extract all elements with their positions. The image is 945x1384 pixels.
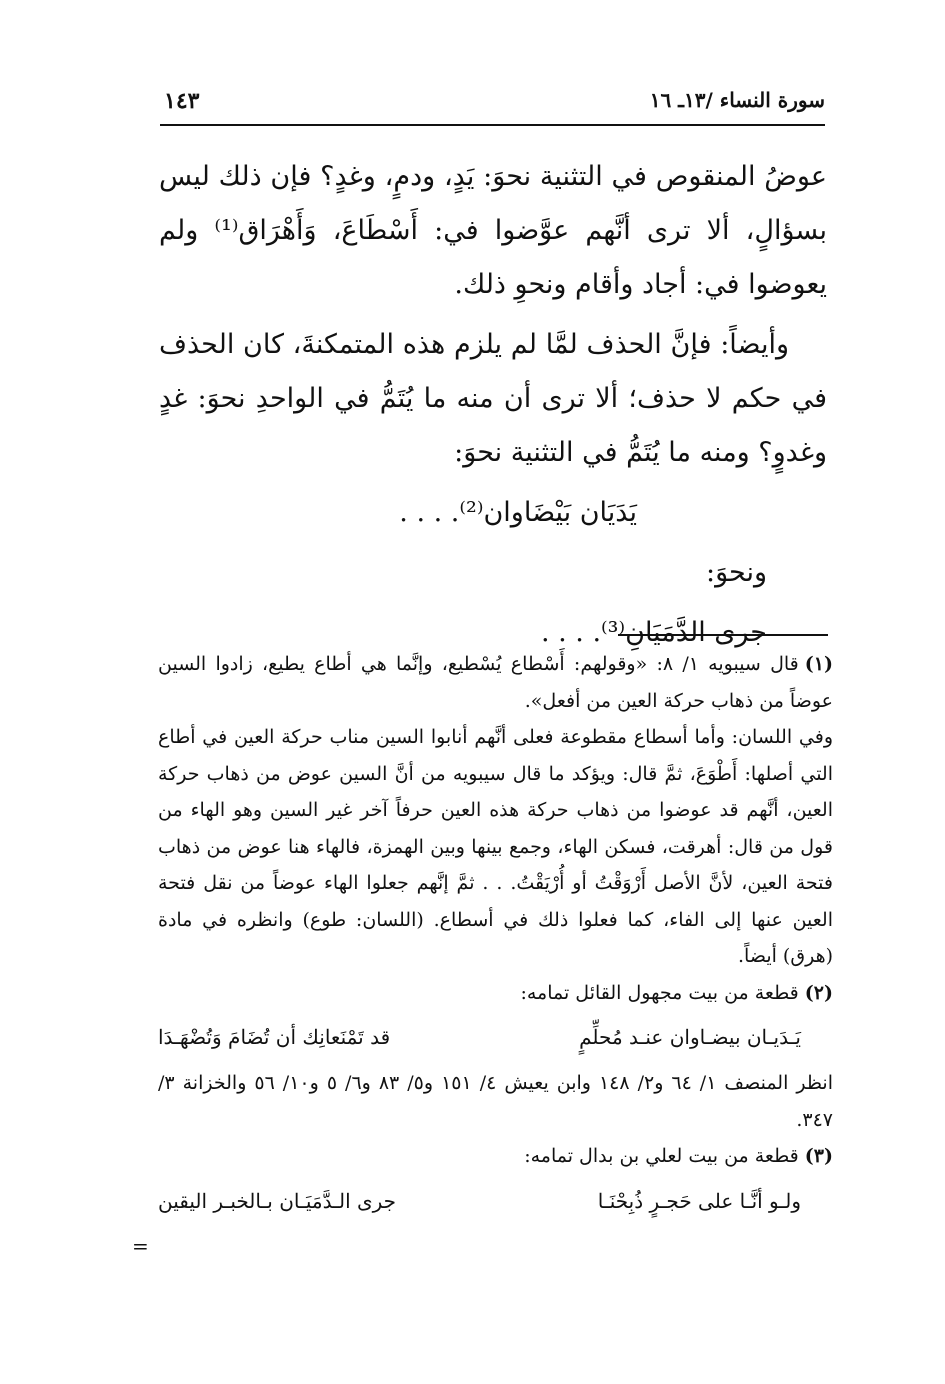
footnote-2-text: قطعة من بيت مجهول القائل تمامه: <box>520 981 799 1004</box>
paragraph-3: ونحوَ: <box>705 557 767 588</box>
running-title: سورة النساء /١٣ـ ١٦ <box>649 88 825 112</box>
poem-hemistich-right: ولـو أنَّـا على حَجـرٍ ذُبِحْنَـا <box>597 1188 801 1213</box>
footnote-1 <box>158 646 833 719</box>
footnote-2-references: انظر المنصف ١/ ٦٤ و٢/ ١٤٨ وابن يعيش ٤/ ١٥١ و٥/ ٨٣ و٦/ ٥ و١٠/ ٥٦ والخزانة ٣/ ٣٤٧. <box>158 1072 834 1131</box>
footnote-1-continuation: وفي اللسان: وأما أسطاع مقطوعة فعلى أنَّهم أنابوا السين مناب حركة العين في أطاع التي أصلها: أَطْوَعَ، ثمَّ قال: ويؤكد ما قال سيبويه من أنَّ السين عوض من ذهاب حركة العين، أنَّهم قد عوضوا من ذهاب حركة هذه العين حرفاً آخر غير السين وهو الهاء من قول من قال: أهرقت، فسكن الهاء، وجمع بينها وبين الهمزة، فالهاء هنا عوض من ذهاب فتحة العين، لأنَّ الأصل أَرْوَقْتُ أو أُرْيَقْتُ. . . ثمَّ إنَّهم جعلوا الهاء عوضاً من نقل فتحة العين عنها إلى الفاء، كما فعلوا ذلك في أسطاع. (اللسان: طوع) وانظره في مادة (هرق) أيضاً. <box>158 726 833 967</box>
verse-quote-2: جرى الدَّمَيَانِ⁽³⁾. . . . <box>540 617 767 648</box>
page-header <box>160 88 825 126</box>
page-number: ١٤٣ <box>164 88 200 114</box>
footnote-2 <box>158 975 833 1012</box>
footnote-2-poem <box>158 1015 833 1059</box>
continuation-mark: = <box>132 1234 149 1258</box>
footnote-2-number: (٢) <box>804 981 833 1004</box>
footnote-1-number: (١) <box>804 653 833 675</box>
footnote-3-poem <box>158 1179 833 1223</box>
footnote-1-text: قال سيبويه ١/ ٨: «وقولهم: أَسْطاع يُسْطيع، وإنَّما هي أطاع يطيع، زادوا السين عوضاً من ذهاب حركة العين من أفعل». <box>158 653 833 712</box>
footnote-separator <box>618 634 828 636</box>
poem-hemistich-left: قد تَمْنَعانِك أن تُضَامَ وَتُضْهَـدَا <box>158 1025 391 1049</box>
footnote-3-number: (٣) <box>804 1145 833 1167</box>
poem-hemistich-right: يَـدَيـان بيضـاوان عنـد مُحلِّمٍ <box>579 1025 801 1049</box>
footnote-3-text: قطعة من بيت لعلي بن بدال تمامه: <box>524 1145 799 1167</box>
paragraph-1: عوضُ المنقوص في التثنية نحوَ: يَدٍ، ودمٍ، وغدٍ؟ فإن ذلك ليس بسؤالٍ، ألا ترى أنَّهم عوَّضوا في: أَسْطَاعَ، وَأَهْرَاق⁽¹⁾ ولم يعوضوا في: أجاد وأقام ونحوِ ذلك. <box>159 161 827 300</box>
verse-quote-1: يَدَيَان بَيْضَاوان⁽²⁾. . . . <box>399 497 637 528</box>
main-text <box>159 150 827 666</box>
footnotes <box>158 646 833 1229</box>
poem-hemistich-left: جرى الـدَّمَيَـان بـالخبـر اليقين <box>158 1188 397 1213</box>
footnote-3 <box>158 1138 833 1175</box>
paragraph-2: وأيضاً: فإنَّ الحذف لمَّا لم يلزم هذه المتمكنةَ، كان الحذف في حكم لا حذف؛ ألا ترى أن منه ما يُتَمُّ في الواحدِ نحوَ: غدٍ وغدوٍ؟ ومنه ما يُتَمُّ في التثنية نحوَ: <box>159 329 827 468</box>
